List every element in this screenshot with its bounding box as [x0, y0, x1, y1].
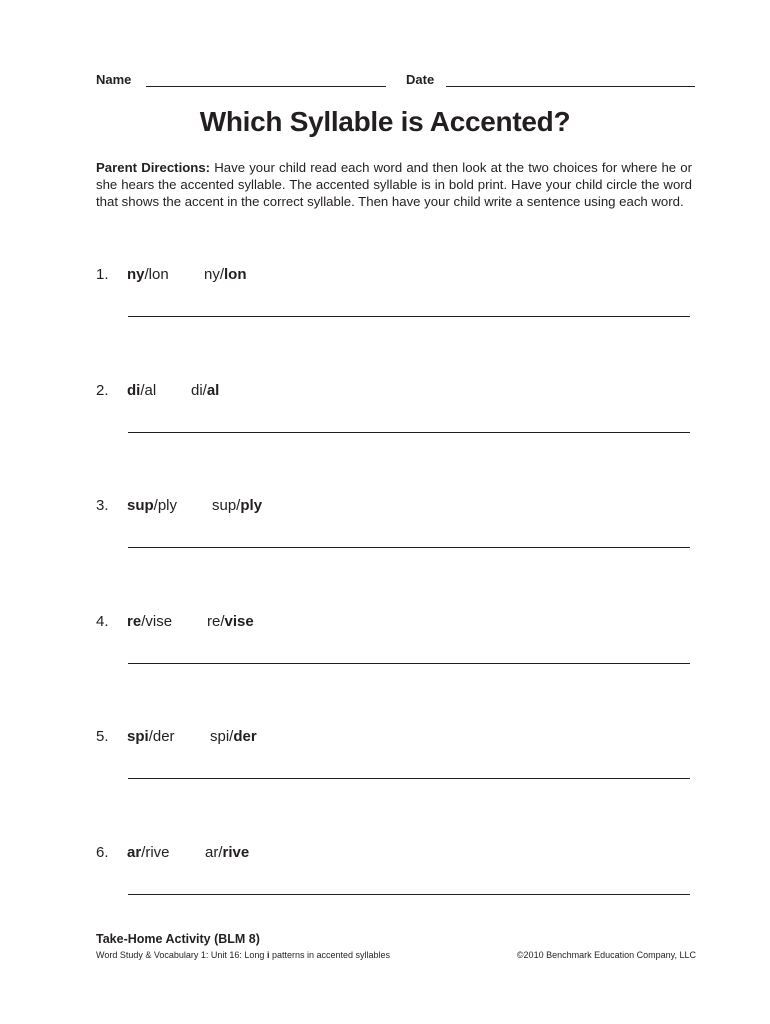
page-title: Which Syllable is Accented? — [199, 106, 571, 137]
accented-syllable: sup — [127, 497, 154, 514]
accented-syllable: der — [233, 728, 257, 745]
footer-copyright: ©2010 Benchmark Education Company, LLC — [516, 950, 696, 960]
name-field-line[interactable] — [146, 86, 386, 87]
accented-syllable: ar — [127, 844, 142, 861]
footer-title: Take-Home Activity (BLM 8) — [96, 932, 260, 946]
footer-sub-before: Word Study & Vocabulary 1: Unit 16: Long — [96, 950, 267, 960]
accented-syllable: di — [127, 382, 141, 399]
footer-sub-bold: i — [266, 950, 270, 960]
answer-line[interactable] — [128, 894, 690, 895]
choice-b[interactable] — [204, 266, 247, 283]
accented-syllable: ply — [240, 497, 263, 514]
accented-syllable: al — [206, 382, 220, 399]
accented-syllable: ny — [127, 266, 145, 283]
exercise-item-6 — [96, 844, 696, 904]
date-label: Date — [406, 72, 435, 87]
exercise-item-1 — [96, 266, 696, 326]
accented-syllable: re — [127, 613, 142, 630]
name-label: Name — [96, 72, 132, 87]
unaccented-syllable: /ply — [153, 497, 178, 514]
item-number: 3. — [96, 497, 109, 514]
name-date-row — [96, 72, 696, 90]
choice-b[interactable] — [207, 613, 254, 630]
choice-a[interactable] — [127, 266, 169, 283]
choice-b[interactable] — [212, 497, 262, 514]
directions-label: Parent Directions: — [96, 160, 211, 175]
item-number: 6. — [96, 844, 109, 861]
choice-a[interactable] — [127, 613, 172, 630]
unaccented-syllable: sup/ — [212, 497, 241, 514]
answer-line[interactable] — [128, 316, 690, 317]
answer-line[interactable] — [128, 547, 690, 548]
choice-b[interactable] — [210, 728, 257, 745]
date-field-line[interactable] — [446, 86, 695, 87]
unaccented-syllable: /al — [140, 382, 157, 399]
exercise-item-5 — [96, 728, 696, 788]
unaccented-syllable: re/ — [207, 613, 225, 630]
parent-directions — [96, 159, 692, 210]
footer-subtitle — [96, 950, 390, 960]
unaccented-syllable: ar/ — [205, 844, 223, 861]
exercise-item-3 — [96, 497, 696, 557]
accented-syllable: lon — [224, 266, 247, 283]
unaccented-syllable: /vise — [141, 613, 173, 630]
unaccented-syllable: spi/ — [210, 728, 234, 745]
unaccented-syllable: /lon — [144, 266, 169, 283]
accented-syllable: vise — [224, 613, 254, 630]
unaccented-syllable: ny/ — [204, 266, 225, 283]
answer-line[interactable] — [128, 663, 690, 664]
item-number: 2. — [96, 382, 109, 399]
unaccented-syllable: /der — [148, 728, 175, 745]
choice-b[interactable] — [191, 382, 219, 399]
accented-syllable: spi — [127, 728, 149, 745]
exercise-item-4 — [96, 613, 696, 673]
answer-line[interactable] — [128, 778, 690, 779]
choice-a[interactable] — [127, 497, 177, 514]
item-number: 4. — [96, 613, 109, 630]
item-number: 1. — [96, 266, 109, 283]
unaccented-syllable: di/ — [191, 382, 207, 399]
unaccented-syllable: /rive — [141, 844, 170, 861]
accented-syllable: rive — [222, 844, 250, 861]
choice-b[interactable] — [205, 844, 249, 861]
directions-text: Have your child read each word and then look at the two choices for where he or she hears the accented syllable. The accented syllable is in bold print. Have your child circle the word that shows the accent in the correct syllable. Then have your child write a sentence using each word. — [96, 160, 692, 209]
choice-a[interactable] — [127, 844, 170, 861]
exercise-item-2 — [96, 382, 696, 442]
footer-sub-after: patterns in accented syllables — [269, 950, 391, 960]
choice-a[interactable] — [127, 728, 175, 745]
item-number: 5. — [96, 728, 109, 745]
answer-line[interactable] — [128, 432, 690, 433]
choice-a[interactable] — [127, 382, 156, 399]
